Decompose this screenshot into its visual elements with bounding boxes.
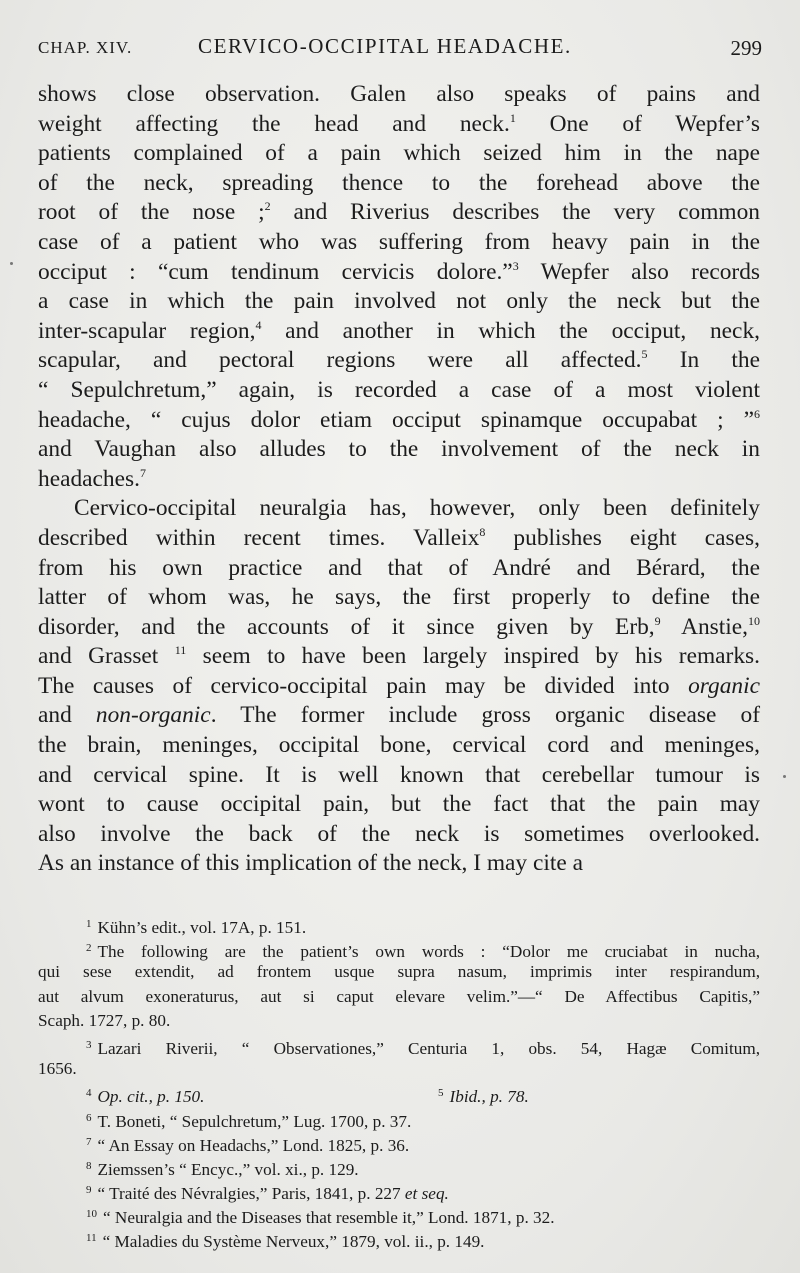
text-run: publishes eight cases, <box>485 524 760 551</box>
footnote-4-5-row <box>38 1081 760 1105</box>
text-line <box>38 80 760 110</box>
text-line <box>38 110 760 140</box>
footnote-9: $^9$ “ Traité des Névralgies,” Paris, 1841, p. 227 et seq. <box>86 1184 449 1204</box>
text-line <box>38 761 760 791</box>
text-run: described within recent times. Valleix <box>38 524 480 551</box>
text-run: and cervical spine. It is well known that cerebellar tumour is <box>38 761 760 788</box>
footnote-reference: 3 <box>512 258 519 273</box>
footnote-2-line: aut alvum exoneraturus, aut si caput elevare velim.”—“ De Affectibus Capitis,” <box>38 986 760 1006</box>
print-speck <box>10 262 13 265</box>
footnote-reference: 9 <box>654 613 661 628</box>
text-run: Cervico-occipital neuralgia has, however, only been definitely <box>74 495 760 522</box>
footnote-5: $^5$ Ibid., p. 78. <box>438 1087 529 1107</box>
text-run: root of the nose ; <box>38 199 265 226</box>
text-run: weight affecting the head and neck. <box>38 110 510 137</box>
text-line <box>38 376 760 406</box>
text-line <box>38 642 760 672</box>
text-run: from his own practice and that of André and Bérard, the <box>38 554 760 581</box>
text-run: occiput : “cum tendinum cervicis dolore.” <box>38 258 513 285</box>
text-line <box>38 228 760 258</box>
footnote-7: $^7$ “ An Essay on Headachs,” Lond. 1825, p. 36. <box>86 1135 410 1155</box>
text-run: and Grasset <box>38 643 175 670</box>
text-line <box>38 494 760 524</box>
text-line <box>38 406 760 436</box>
footnote-2-line: $^2$ The following are the patient’s own words : “Dolor me cruciabat in nucha, <box>86 942 760 962</box>
text-run: also involve the back of the neck is sometimes overlooked. <box>38 820 760 847</box>
print-speck <box>783 775 786 778</box>
text-run: and Riverius describes the very common <box>270 199 760 226</box>
page-number: 299 <box>730 36 762 60</box>
text-run: and Vaughan also alludes to the involvement of the neck in <box>38 436 760 463</box>
text-run: disorder, and the accounts of it since given by Erb, <box>38 613 655 640</box>
footnote-reference: 11 <box>174 643 187 658</box>
footnote-4: $^4$ Op. cit., p. 150. <box>86 1087 205 1107</box>
chapter-label: CHAP. XIV. <box>38 38 133 57</box>
text-run: seem to have been largely inspired by his remarks. <box>186 643 760 670</box>
text-run: latter of whom was, he says, the first properly to define the <box>38 584 760 611</box>
footnote-3-line: 1656. <box>38 1059 77 1079</box>
footnote-3-line: $^3$ Lazari Riverii, “ Observationes,” Centuria 1, obs. 54, Hagæ Comitum, <box>86 1038 760 1058</box>
text-line <box>38 731 760 761</box>
text-line <box>38 139 760 169</box>
footnote-2-line: qui sese extendit, ad frontem usque supra nasum, imprimis inter respirandum, <box>38 962 760 982</box>
text-line <box>38 169 760 199</box>
footnote-reference: 4 <box>255 317 262 332</box>
text-run: wont to cause occipital pain, but the fact that the pain may <box>38 791 760 818</box>
text-run: Wepfer also records <box>518 258 760 285</box>
footnote-8: $^8$ Ziemssen’s “ Encyc.,” vol. xi., p. 129. <box>86 1159 359 1179</box>
paragraph-1 <box>38 80 760 494</box>
text-run: One of Wepfer’s <box>515 110 760 137</box>
text-line <box>38 701 760 731</box>
text-run: In the <box>647 347 760 374</box>
text-line <box>38 849 760 879</box>
footnote-reference: 10 <box>748 613 760 628</box>
footnote-11: $^{11}$ “ Maladies du Système Nerveux,” 1879, vol. ii., p. 149. <box>86 1232 485 1252</box>
text-run: case of a patient who was suffering from heavy pain in the <box>38 228 760 255</box>
footnote-reference: 8 <box>479 524 486 539</box>
footnotes <box>38 912 760 1251</box>
text-line <box>38 672 760 702</box>
text-run: “ Sepulchretum,” again, is recorded a case of a most violent <box>38 376 760 403</box>
footnote-1: $^1$ Kühn’s edit., vol. 17A, p. 151. <box>86 918 307 937</box>
text-line <box>38 258 760 288</box>
footnote-reference: 6 <box>754 406 760 421</box>
text-run: scapular, and pectoral regions were all affected. <box>38 347 642 374</box>
text-line <box>38 198 760 228</box>
text-run: inter-scapular region, <box>38 317 256 344</box>
text-run: As an instance of this implication of the neck, I may cite a <box>38 850 583 877</box>
paragraph-2 <box>38 494 760 879</box>
text-line <box>38 465 760 495</box>
footnote-reference: 1 <box>509 110 516 125</box>
text-run: headaches. <box>38 465 140 492</box>
text-line <box>38 346 760 376</box>
text-run: The causes of cervico-occipital pain may be divided into organic <box>38 672 760 699</box>
text-run: a case in which the pain involved not only the neck but the <box>38 288 760 315</box>
text-run: shows close observation. Galen also speaks of pains and <box>38 81 760 107</box>
text-run: and another in which the occiput, neck, <box>261 317 760 344</box>
footnote-2-line: Scaph. 1727, p. 80. <box>38 1010 171 1030</box>
text-run: patients complained of a pain which seized him in the nape <box>38 140 760 167</box>
text-line <box>38 524 760 554</box>
footnote-reference: 5 <box>641 347 648 362</box>
body-text <box>38 80 760 879</box>
text-line <box>38 554 760 584</box>
text-run: and non-organic. The former include gross organic disease of <box>38 702 760 729</box>
text-run: Anstie, <box>660 613 748 640</box>
running-head <box>38 34 762 64</box>
text-run: the brain, meninges, occipital bone, cervical cord and meninges, <box>38 732 760 759</box>
footnote-6: $^6$ T. Boneti, “ Sepulchretum,” Lug. 1700, p. 37. <box>86 1111 412 1131</box>
text-line <box>38 820 760 850</box>
running-title: CERVICO-OCCIPITAL HEADACHE. <box>198 34 572 58</box>
text-line <box>38 317 760 347</box>
footnote-reference: 2 <box>264 199 271 214</box>
footnote-10: $^{10}$ “ Neuralgia and the Diseases that resemble it,” Lond. 1871, p. 32. <box>86 1208 555 1228</box>
text-line <box>38 435 760 465</box>
text-line <box>38 613 760 643</box>
text-line <box>38 287 760 317</box>
footnote-reference: 7 <box>139 465 146 480</box>
text-line <box>38 790 760 820</box>
text-line <box>38 583 760 613</box>
text-run: of the neck, spreading thence to the forehead above the <box>38 169 760 196</box>
text-run: headache, “ cujus dolor etiam occiput spinamque occupabat ; ” <box>38 406 754 433</box>
